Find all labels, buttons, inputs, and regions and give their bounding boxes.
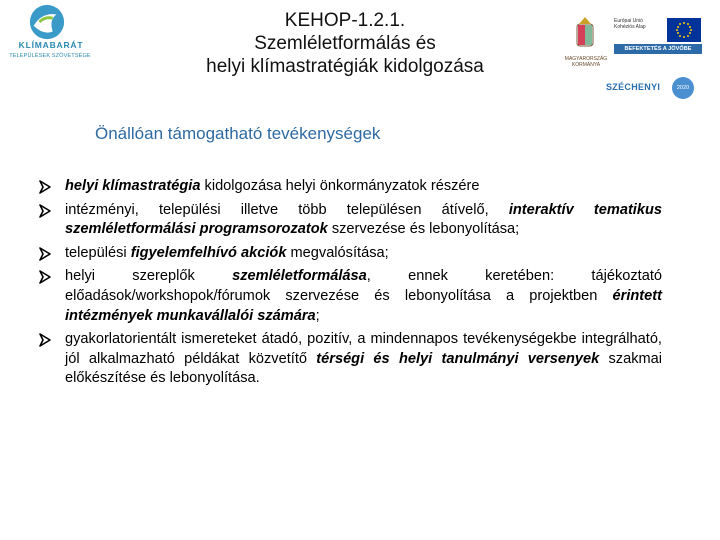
- arrow-right-icon: [38, 267, 52, 287]
- hungarian-crest-icon: [574, 16, 596, 52]
- logo-name: KLÍMABARÁT: [18, 40, 84, 50]
- body-text: szakmai előkészítése és lebonyolítása.: [65, 350, 663, 387]
- list-item: [38, 201, 662, 240]
- list-item: [38, 244, 662, 264]
- body-text: megvalósítása;: [286, 244, 389, 261]
- emphasis-text: interaktív tematikus szemléletformálási programsorozatok: [65, 201, 663, 238]
- emphasis-text: szemléletformálása: [232, 268, 367, 285]
- body-text: ;: [315, 307, 320, 324]
- body-text: települési: [65, 244, 131, 261]
- fund-line-2: Kohéziós Alap: [614, 24, 646, 30]
- logo-subtitle: TELEPÜLÉSEK SZÖVETSÉGE: [9, 53, 91, 59]
- hu-gov-line-2: KORMÁNYA: [571, 62, 601, 68]
- hungary-government-label: [560, 56, 612, 68]
- klimabarat-logo: [0, 0, 100, 70]
- emphasis-text: térségi és helyi tanulmányi versenyek: [316, 350, 600, 367]
- body-text: intézményi, települési illetve több településen átívelő,: [65, 201, 509, 218]
- eu-flag-icon: [667, 18, 701, 42]
- szechenyi-label: SZÉCHENYI: [606, 82, 661, 92]
- arrow-right-icon: [38, 177, 52, 197]
- hu-gov-line-1: MAGYARORSZÁG: [564, 56, 608, 62]
- body-text: , ennek keretében: tájékoztató előadások/workshopok/fórumok szervezése és lebonyolítása a projektben: [65, 268, 662, 304]
- funding-logos: [560, 12, 710, 102]
- page-title: [115, 9, 575, 78]
- szechenyi-logo: [606, 81, 702, 95]
- list-item: [38, 177, 662, 197]
- emphasis-text: érintett intézmények munkavállalói számára: [65, 287, 662, 324]
- body-text: helyi szereplők: [65, 268, 233, 285]
- section-subtitle: Önállóan támogatható tevékenységek: [95, 124, 381, 143]
- list-item: [38, 267, 662, 326]
- title-line-3: helyi klímastratégiák kidolgozása: [206, 56, 484, 77]
- fund-label: [614, 18, 664, 30]
- emphasis-text: helyi klímastratégia: [65, 178, 201, 194]
- body-text: gyakorlatorientált ismereteket átadó, pozitív, a mindennapos tevékenységekbe integrálható, jól alkalmazható példákat közvetítő: [65, 331, 662, 367]
- investment-banner: BEFEKTETÉS A JÖVŐBE: [614, 44, 702, 54]
- list-item: [38, 330, 662, 389]
- globe-icon: [28, 3, 66, 41]
- arrow-right-icon: [38, 244, 52, 264]
- szechenyi-badge: 2020: [672, 77, 694, 99]
- title-line-1: KEHOP-1.2.1.: [284, 10, 406, 31]
- emphasis-text: figyelemfelhívó akciók: [130, 244, 287, 261]
- arrow-right-icon: [38, 330, 52, 350]
- arrow-right-icon: [38, 201, 52, 221]
- title-line-2: Szemléletformálás és: [254, 33, 436, 54]
- fund-line-1: Európai Unió: [614, 18, 643, 24]
- activity-list: [38, 177, 662, 393]
- body-text: szervezése és lebonyolítása;: [327, 221, 520, 238]
- body-text: kidolgozása helyi önkormányzatok részére: [200, 178, 480, 194]
